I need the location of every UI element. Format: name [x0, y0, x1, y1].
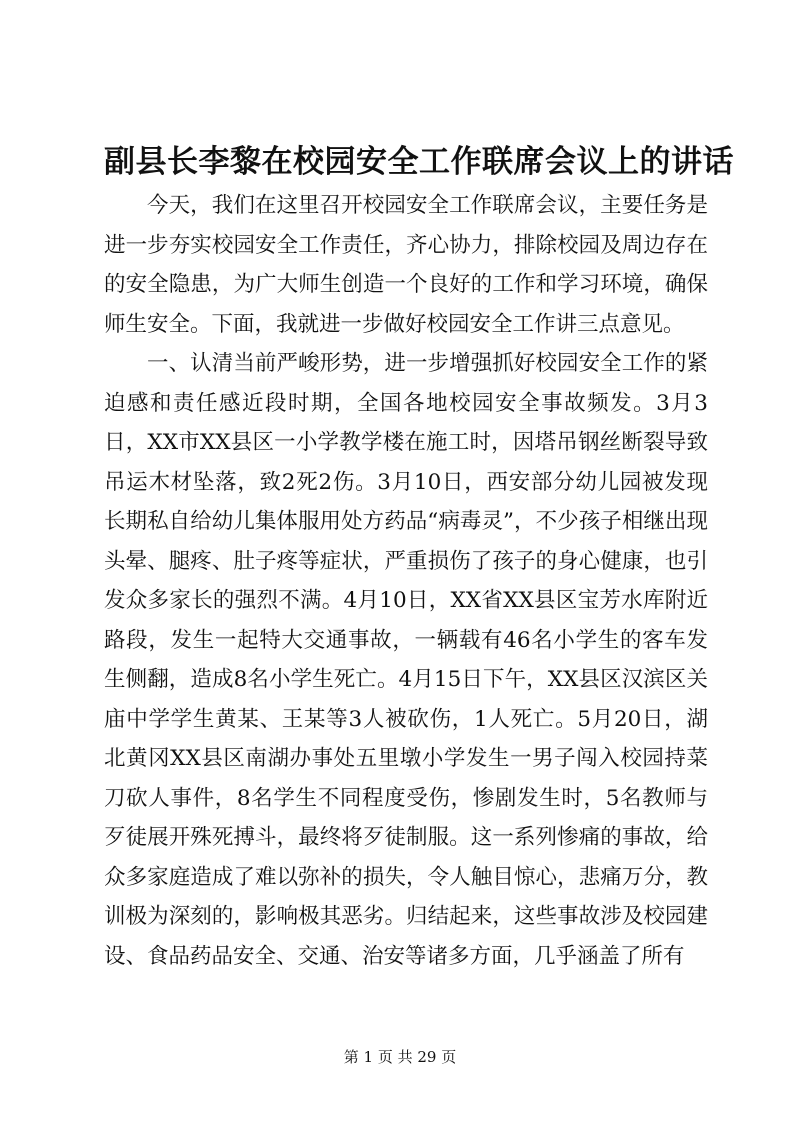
body-paragraph: 今天，我们在这里召开校园安全工作联席会议，主要任务是进一步夯实校园安全工作责任，齐心协力，排除校园及周边存在的安全隐患，为广大师生创造一个良好的工作和学习环境，确保师生安全。下面，我就进一步做好校园安全工作讲三点意见。	[104, 193, 708, 337]
document-title: 副县长李黎在校园安全工作联席会议上的讲话	[104, 144, 734, 180]
body-paragraph: 一、认清当前严峻形势，进一步增强抓好校园安全工作的紧迫感和责任感近段时期，全国各地校园安全事故频发。3月3日，XX市XX县区一小学教学楼在施工时，因塔吊钢丝断裂导致吊运木材坠落，致2死2伤。3月10日，西安部分幼儿园被发现长期私自给幼儿集体服用处方药品“病毒灵”，不少孩子相继出现头晕、腿疼、肚子疼等症状，严重损伤了孩子的身心健康，也引发众多家长的强烈不满。4月10日，XX省XX县区宝芳水库附近路段，发生一起特大交通事故，一辆载有46名小学生的客车发生侧翻，造成8名小学生死亡。4月15日下午，XX县区汉滨区关庙中学学生黄某、王某等3人被砍伤，1人死亡。5月20日，湖北黄冈XX县区南湖办事处五里墩小学发生一男子闯入校园持菜刀砍人事件，8名学生不同程度受伤，惨剧发生时，5名教师与歹徒展开殊死搏斗，最终将歹徒制服。这一系列惨痛的事故，给众多家庭造成了难以弥补的损失，令人触目惊心，悲痛万分，教训极为深刻的，影响极其恶劣。归结起来，这些事故涉及校园建设、食品药品安全、交通、治安等诸多方面，几乎涵盖了所有	[104, 351, 708, 969]
document-body	[104, 186, 708, 976]
page-number-footer: 第 1 页 共 29 页	[343, 1048, 457, 1066]
